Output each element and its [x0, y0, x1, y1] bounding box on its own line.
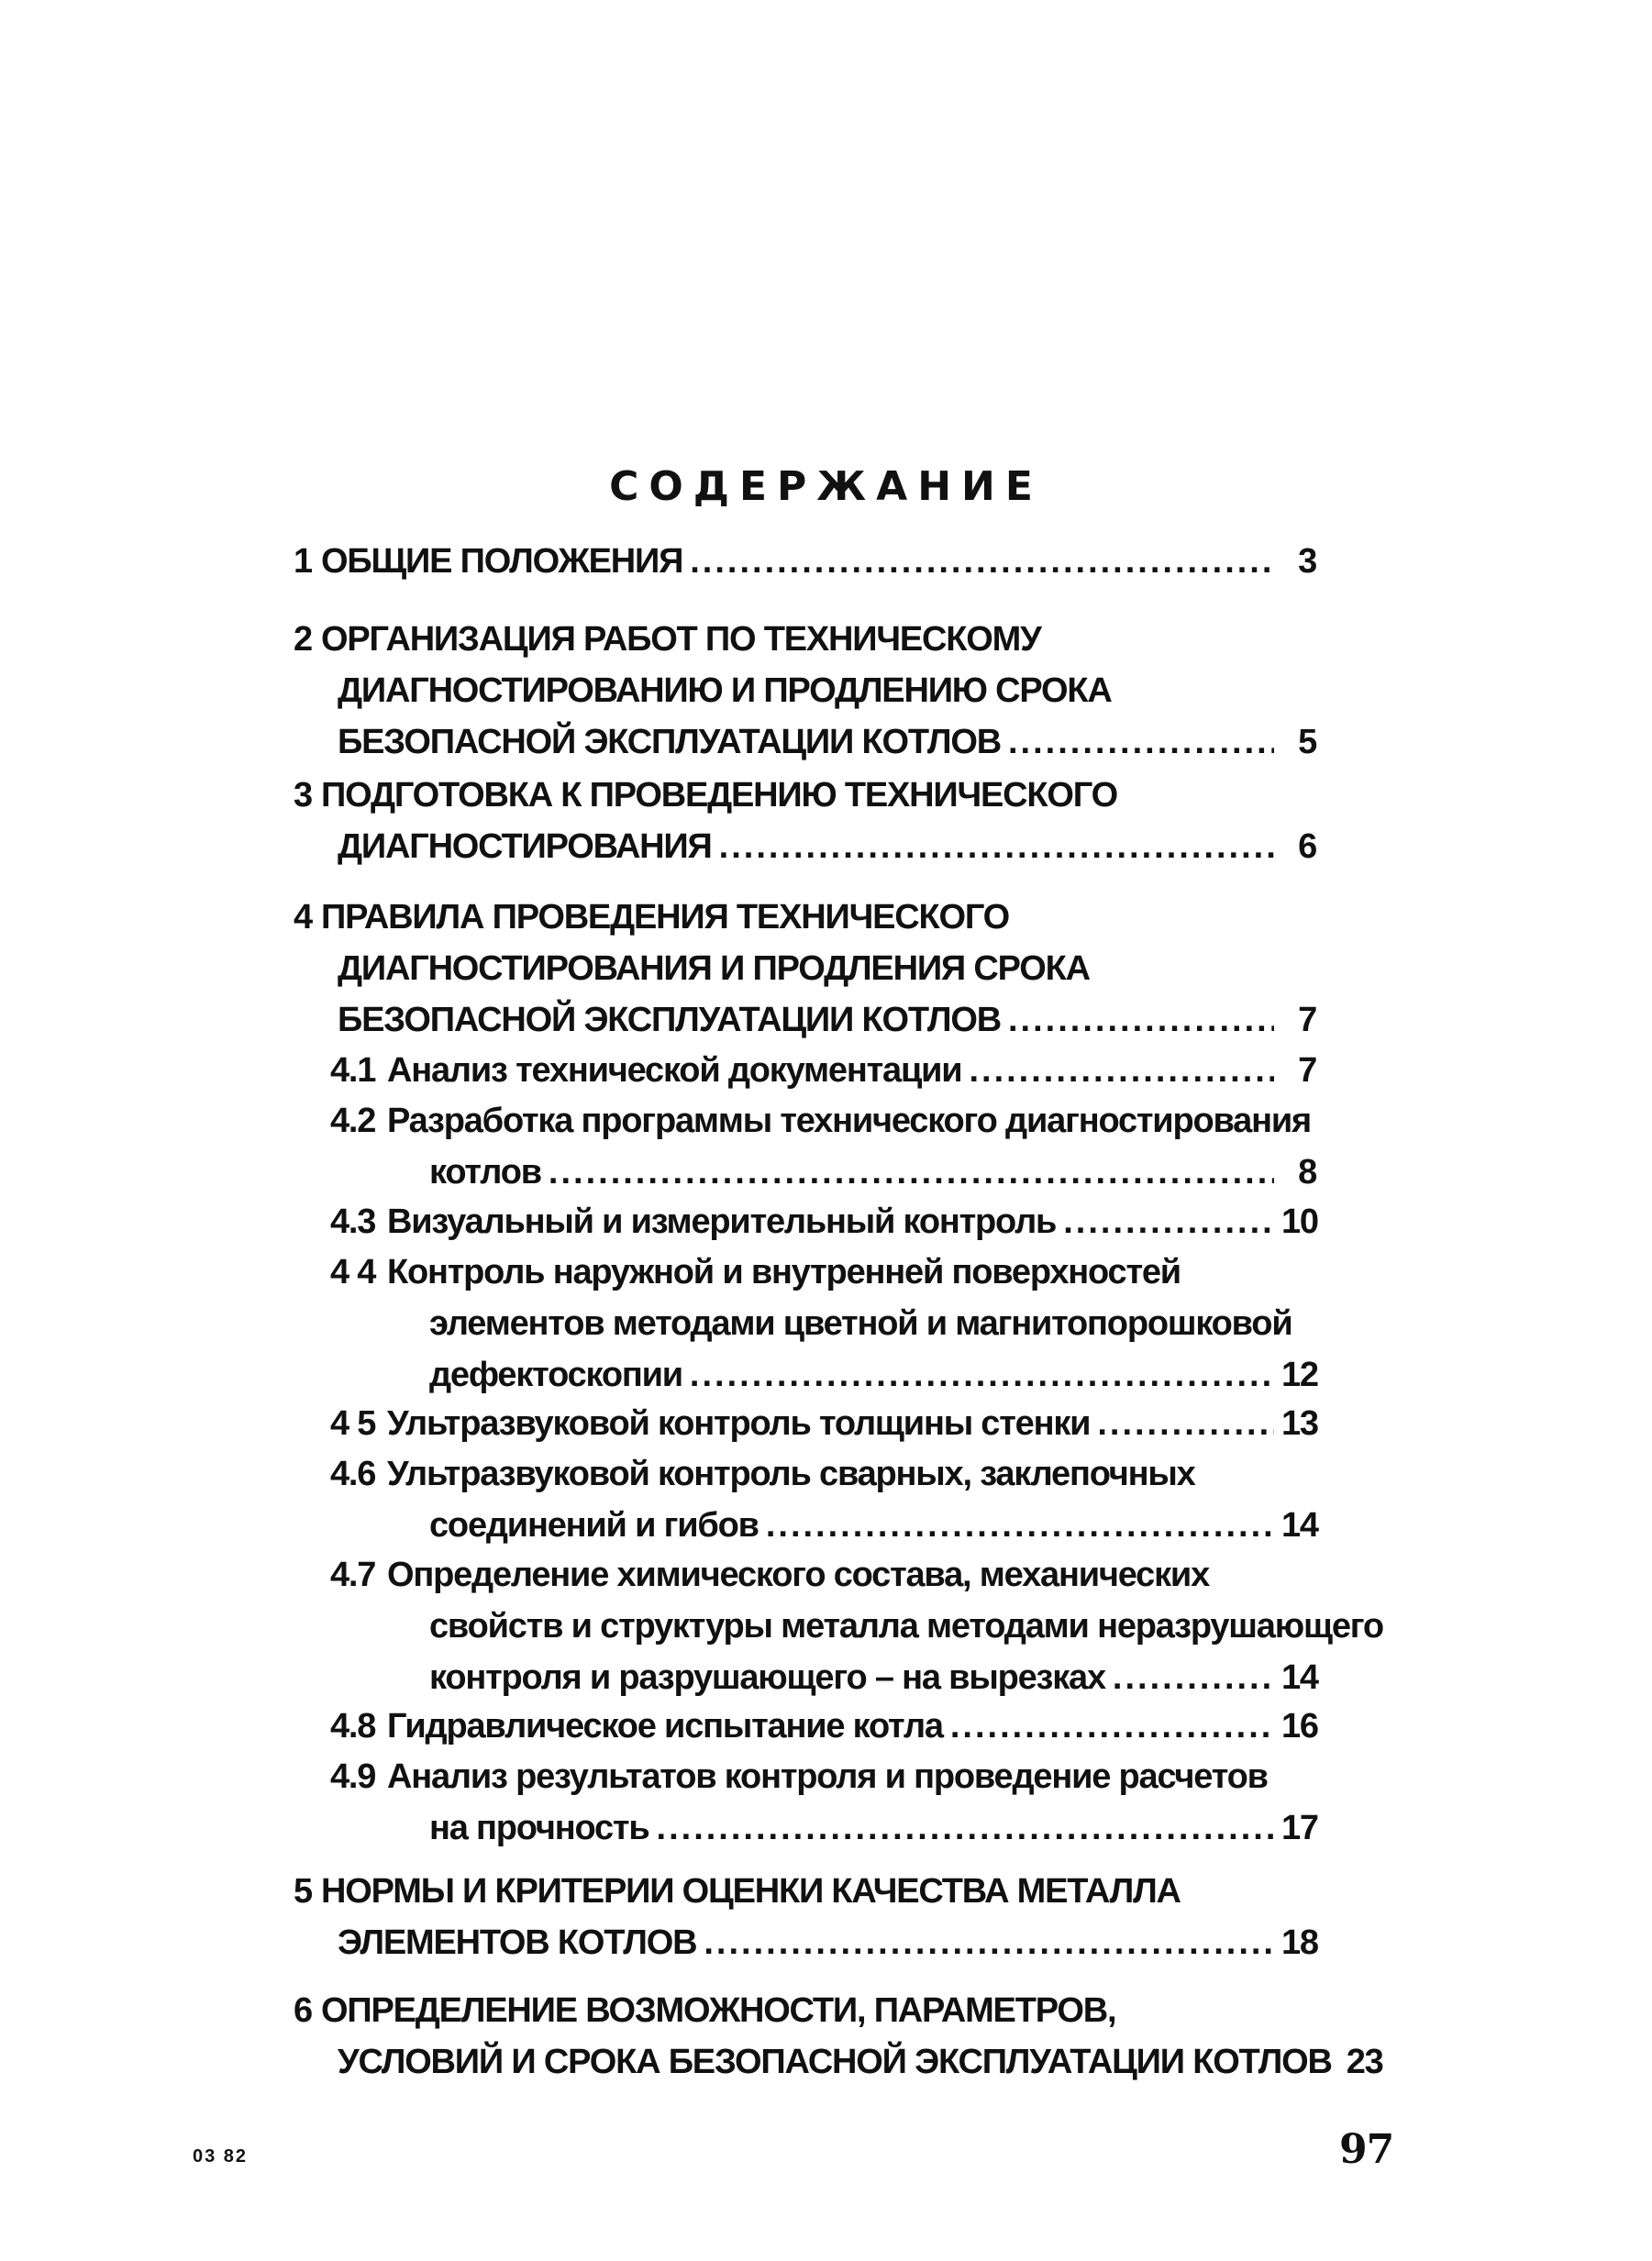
footer-code: 03 82	[193, 2146, 249, 2167]
toc-entry	[294, 892, 1316, 1047]
toc-entry-line	[330, 1752, 1316, 1803]
toc-entry-line	[294, 717, 1316, 769]
toc-entry-line	[294, 666, 1316, 717]
toc-entry-text: Анализ результатов контроля и проведение расчетов	[387, 1757, 1268, 1796]
toc-entry-text: ПОДГОТОВКА К ПРОВЕДЕНИЮ ТЕХНИЧЕСКОГО	[321, 776, 1117, 815]
toc-entry-page: 13	[1281, 1404, 1318, 1443]
toc-entry-line	[294, 615, 1316, 666]
toc-entry-page: 3	[1298, 542, 1316, 581]
toc-entry-text: Ультразвуковой контроль толщины стенки	[387, 1404, 1091, 1443]
toc-entry	[294, 537, 1316, 588]
toc-entry-text: ЭЛЕМЕНТОВ КОТЛОВ	[338, 1923, 697, 1962]
toc-entry-line	[294, 892, 1316, 944]
toc-entry-number: 4	[294, 898, 312, 937]
leader-dots	[1097, 1399, 1274, 1448]
toc-entry-text: Гидравлическое испытание котла	[387, 1707, 943, 1746]
leader-dots	[549, 1147, 1274, 1197]
toc-entry-text: дефектоскопии	[429, 1356, 682, 1394]
toc-entry-number: 4 5	[330, 1404, 376, 1443]
toc-entry-text: ПРАВИЛА ПРОВЕДЕНИЯ ТЕХНИЧЕСКОГО	[321, 898, 1010, 937]
toc-entry-line	[330, 1350, 1316, 1402]
toc-entry-text: Анализ технической документации	[387, 1051, 962, 1090]
toc-entry-text: БЕЗОПАСНОЙ ЭКСПЛУАТАЦИИ КОТЛОВ	[338, 723, 1001, 761]
toc-entry	[294, 770, 1316, 873]
toc-entry-page: 17	[1281, 1809, 1318, 1847]
toc-entry-line	[330, 1399, 1316, 1450]
toc-entry	[330, 1752, 1316, 1855]
toc-entry	[294, 1986, 1383, 2089]
toc-entry-line	[330, 1602, 1383, 1653]
leader-dots	[766, 1501, 1274, 1550]
toc-entry	[294, 615, 1316, 769]
toc-entry-page: 14	[1281, 1658, 1318, 1697]
toc-entry-page: 5	[1298, 723, 1316, 761]
toc-entry-line	[294, 1986, 1316, 2037]
leader-dots	[1008, 717, 1274, 767]
leader-dots	[1063, 1197, 1274, 1247]
leader-dots	[950, 1701, 1274, 1751]
leader-dots	[690, 537, 1274, 586]
toc-entry-number: 4.1	[330, 1051, 376, 1090]
toc-entry-line	[294, 2037, 1383, 2089]
toc-entry-line	[294, 995, 1316, 1047]
toc-entry-page: 8	[1298, 1153, 1316, 1191]
toc-entry-line	[330, 1096, 1316, 1147]
toc-entry-line	[330, 1501, 1316, 1552]
toc-entry-page: 7	[1298, 1051, 1316, 1090]
toc-entry	[330, 1550, 1383, 1704]
toc-entry-text: ДИАГНОСТИРОВАНИЯ	[338, 827, 712, 866]
toc-entry-line	[330, 1197, 1316, 1248]
toc-entry-number: 4.6	[330, 1455, 376, 1493]
toc-entry-text: Ультразвуковой контроль сварных, заклепочных	[387, 1455, 1195, 1493]
toc-entry-text: УСЛОВИЙ И СРОКА БЕЗОПАСНОЙ ЭКСПЛУАТАЦИИ КОТЛОВ	[338, 2043, 1332, 2081]
toc-entry-number: 1	[294, 542, 312, 581]
toc-entry-text: Определение химического состава, механических	[387, 1556, 1210, 1594]
leader-dots	[969, 1046, 1274, 1095]
toc-entry-text: соединений и гибов	[429, 1506, 759, 1545]
toc-entry	[330, 1247, 1316, 1402]
leader-dots	[657, 1803, 1274, 1853]
toc-entry-text: контроля и разрушающего – на вырезках	[429, 1658, 1105, 1697]
toc-entry-line	[330, 1803, 1316, 1855]
toc-entry-line	[330, 1046, 1316, 1097]
toc-entry-number: 4.8	[330, 1707, 376, 1746]
toc-entry-number: 4.7	[330, 1556, 376, 1594]
toc-entry-line	[330, 1653, 1316, 1704]
toc-entry-line	[330, 1701, 1316, 1753]
toc-entry-text: элементов методами цветной и магнитопорошковой	[429, 1304, 1292, 1343]
leader-dots	[690, 1350, 1274, 1400]
toc-entry-number: 4 4	[330, 1253, 376, 1291]
leader-dots	[704, 1918, 1274, 1967]
toc-entry-text: ДИАГНОСТИРОВАНИЮ И ПРОДЛЕНИЮ СРОКА	[338, 671, 1112, 710]
toc-entry-text: ОПРЕДЕЛЕНИЕ ВОЗМОЖНОСТИ, ПАРАМЕТРОВ,	[321, 1991, 1116, 2030]
toc-entry-number: 4.3	[330, 1203, 376, 1241]
toc-entry-page: 16	[1281, 1707, 1318, 1746]
toc-entry-text: НОРМЫ И КРИТЕРИИ ОЦЕНКИ КАЧЕСТВА МЕТАЛЛА	[321, 1872, 1181, 1911]
toc-entry-text: свойств и структуры металла методами неразрушающего	[429, 1607, 1383, 1646]
toc-entry	[330, 1701, 1316, 1753]
toc-entry-line	[294, 944, 1316, 995]
toc-entry-text: на прочность	[429, 1809, 649, 1847]
leader-dots	[1008, 995, 1274, 1045]
toc-entry-number: 6	[294, 1991, 312, 2030]
toc-entry-number: 3	[294, 776, 312, 815]
toc-entry-line	[294, 822, 1316, 873]
toc-entry-line	[294, 770, 1316, 822]
toc-entry-text: котлов	[429, 1153, 541, 1191]
toc-entry-page: 18	[1281, 1923, 1318, 1962]
toc-entry-line	[330, 1299, 1316, 1350]
toc-entry-page: 6	[1298, 827, 1316, 866]
toc-entry-line	[330, 1550, 1316, 1602]
toc-entry-line	[330, 1247, 1316, 1299]
toc-entry-number: 4.9	[330, 1757, 376, 1796]
toc-entry-text: ОБЩИЕ ПОЛОЖЕНИЯ	[321, 542, 683, 581]
toc-entry	[330, 1046, 1316, 1097]
toc-entry-line	[294, 537, 1316, 588]
leader-dots	[719, 822, 1274, 871]
toc-entry-text: БЕЗОПАСНОЙ ЭКСПЛУАТАЦИИ КОТЛОВ	[338, 1001, 1001, 1039]
toc-entry-page: 7	[1298, 1001, 1316, 1039]
toc-entry-text: ОРГАНИЗАЦИЯ РАБОТ ПО ТЕХНИЧЕСКОМУ	[321, 620, 1041, 659]
toc-entry	[330, 1096, 1316, 1199]
toc-entry-line	[294, 1918, 1316, 1969]
toc-entry-text: Разработка программы технического диагностирования	[387, 1102, 1311, 1140]
page-number: 97	[1339, 2126, 1394, 2173]
toc-entry	[330, 1449, 1316, 1552]
toc-entry-line	[330, 1147, 1316, 1199]
toc-entry-text: ДИАГНОСТИРОВАНИЯ И ПРОДЛЕНИЯ СРОКА	[338, 949, 1090, 988]
toc-entry-page: 12	[1281, 1356, 1318, 1394]
page-title: СОДЕРЖАНИЕ	[609, 463, 1043, 510]
toc-entry-text: Визуальный и измерительный контроль	[387, 1203, 1057, 1241]
toc-entry-page: 14	[1281, 1506, 1318, 1545]
toc-entry	[330, 1197, 1316, 1248]
toc-entry-number: 5	[294, 1872, 312, 1911]
toc-entry-page: 23	[1346, 2043, 1383, 2081]
toc-entry-line	[330, 1449, 1316, 1501]
leader-dots	[1113, 1653, 1274, 1702]
toc-entry-number: 2	[294, 620, 312, 659]
toc-entry-text: Контроль наружной и внутренней поверхностей	[387, 1253, 1181, 1291]
toc-entry-page: 10	[1281, 1203, 1318, 1241]
toc-entry	[294, 1867, 1316, 1969]
toc-entry-number: 4.2	[330, 1102, 376, 1140]
toc-entry	[330, 1399, 1316, 1450]
toc-entry-line	[294, 1867, 1316, 1918]
